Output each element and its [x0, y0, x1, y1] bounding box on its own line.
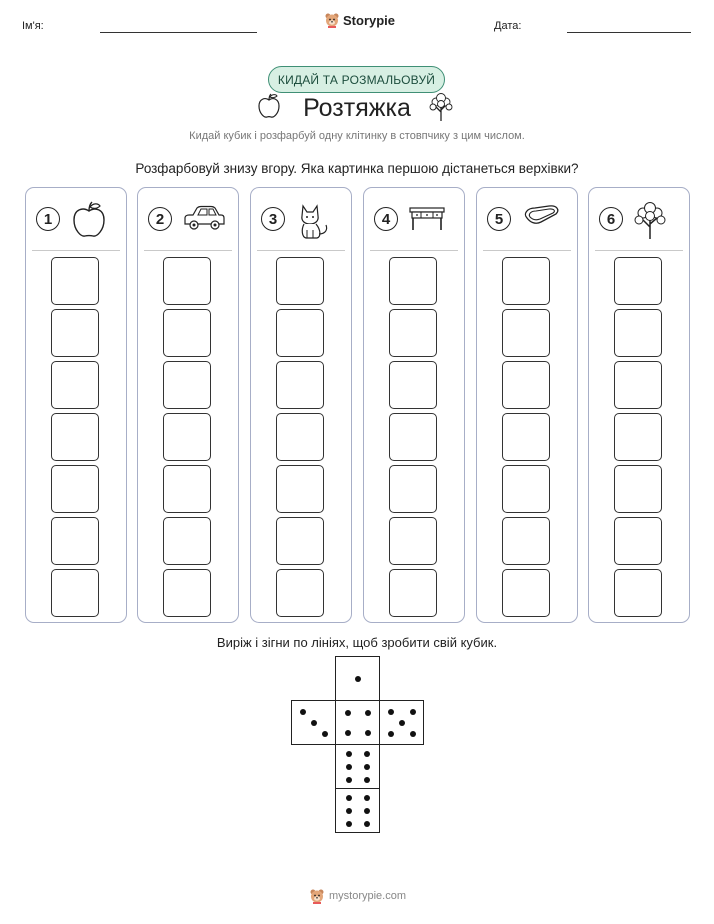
- die-pip: [364, 764, 370, 770]
- color-cell[interactable]: [389, 361, 437, 409]
- color-cell[interactable]: [276, 413, 324, 461]
- column-divider: [595, 250, 683, 251]
- tree-icon: [633, 200, 667, 245]
- color-cell[interactable]: [276, 465, 324, 513]
- tree-icon: [428, 92, 454, 122]
- color-cell[interactable]: [163, 309, 211, 357]
- bear-logo-icon: [309, 888, 325, 904]
- die-face-4: [335, 700, 380, 745]
- color-cell[interactable]: [389, 465, 437, 513]
- column-number: 6: [599, 207, 623, 231]
- die-face-3: [291, 700, 336, 745]
- color-cell[interactable]: [614, 569, 662, 617]
- color-cell[interactable]: [502, 309, 550, 357]
- color-cell[interactable]: [51, 361, 99, 409]
- color-cell[interactable]: [389, 569, 437, 617]
- column-number: 5: [487, 207, 511, 231]
- die-pip: [364, 795, 370, 801]
- column-number: 2: [148, 207, 172, 231]
- column-divider: [370, 250, 458, 251]
- color-cell[interactable]: [389, 309, 437, 357]
- cat-icon: [295, 200, 331, 245]
- date-label: Дата:: [494, 20, 522, 32]
- die-pip: [364, 777, 370, 783]
- color-cell[interactable]: [51, 517, 99, 565]
- column-1: [25, 187, 127, 623]
- column-5: [476, 187, 578, 623]
- die-pip: [410, 731, 416, 737]
- die-face-6: [335, 744, 380, 789]
- die-pip: [365, 730, 371, 736]
- column-number: 1: [36, 207, 60, 231]
- color-cell[interactable]: [163, 361, 211, 409]
- date-line[interactable]: [567, 32, 691, 33]
- die-face-6: [335, 788, 380, 833]
- color-cell[interactable]: [163, 465, 211, 513]
- color-cell[interactable]: [614, 361, 662, 409]
- color-cell[interactable]: [51, 413, 99, 461]
- name-line[interactable]: [100, 32, 257, 33]
- desk-icon: [408, 200, 446, 239]
- column-header: [26, 188, 126, 250]
- page-title: Розтяжка: [303, 94, 411, 122]
- color-cell[interactable]: [389, 413, 437, 461]
- color-cell[interactable]: [163, 257, 211, 305]
- die-pip: [346, 751, 352, 757]
- die-pip: [345, 730, 351, 736]
- die-pip: [399, 720, 405, 726]
- cut-instruction: Виріж і зігни по лініях, щоб зробити свій кубик.: [216, 635, 498, 650]
- column-header: [589, 188, 689, 250]
- color-cell[interactable]: [502, 257, 550, 305]
- color-cell[interactable]: [389, 517, 437, 565]
- rubber-band-icon: [521, 200, 561, 233]
- brand-logo: [324, 12, 395, 28]
- footer-url: mystorypie.com: [329, 890, 407, 902]
- color-cell[interactable]: [614, 465, 662, 513]
- die-pip: [311, 720, 317, 726]
- color-cell[interactable]: [502, 465, 550, 513]
- die-pip: [364, 821, 370, 827]
- color-cell[interactable]: [502, 361, 550, 409]
- color-cell[interactable]: [51, 309, 99, 357]
- color-cell[interactable]: [389, 257, 437, 305]
- color-cell[interactable]: [163, 569, 211, 617]
- color-cell[interactable]: [163, 517, 211, 565]
- color-cell[interactable]: [614, 517, 662, 565]
- subtitle: Кидай кубик і розфарбуй одну клітинку в стовпчику з цим числом.: [189, 130, 525, 142]
- die-pip: [346, 795, 352, 801]
- color-cell[interactable]: [502, 569, 550, 617]
- instruction: Розфарбовуй знизу вгору. Яка картинка першою дістанеться верхівки?: [135, 161, 579, 176]
- name-label: Ім'я:: [22, 20, 44, 32]
- column-3: [250, 187, 352, 623]
- die-face-1: [335, 656, 380, 701]
- color-cell[interactable]: [614, 309, 662, 357]
- color-cell[interactable]: [51, 569, 99, 617]
- column-2: [137, 187, 239, 623]
- column-number: 3: [261, 207, 285, 231]
- die-pip: [346, 808, 352, 814]
- die-pip: [322, 731, 328, 737]
- die-pip: [346, 764, 352, 770]
- die-pip: [388, 709, 394, 715]
- die-pip: [364, 751, 370, 757]
- column-6: [588, 187, 690, 623]
- color-cell[interactable]: [276, 569, 324, 617]
- column-header: [251, 188, 351, 250]
- column-header: [138, 188, 238, 250]
- color-cell[interactable]: [614, 413, 662, 461]
- column-header: [477, 188, 577, 250]
- brand-name: Storypie: [343, 12, 396, 28]
- color-cell[interactable]: [614, 257, 662, 305]
- column-divider: [483, 250, 571, 251]
- color-cell[interactable]: [276, 361, 324, 409]
- die-pip: [300, 709, 306, 715]
- column-header: [364, 188, 464, 250]
- die-face-5: [379, 700, 424, 745]
- color-cell[interactable]: [163, 413, 211, 461]
- die-pip: [364, 808, 370, 814]
- die-pip: [346, 777, 352, 783]
- car-icon: [182, 200, 226, 241]
- footer: [309, 888, 406, 904]
- die-pip: [365, 710, 371, 716]
- color-cell[interactable]: [502, 413, 550, 461]
- apple-icon: [70, 200, 108, 245]
- activity-badge: КИДАЙ ТА РОЗМАЛЬОВУЙ: [268, 66, 445, 93]
- color-cell[interactable]: [502, 517, 550, 565]
- bear-logo-icon: [324, 12, 340, 28]
- title-row: [0, 92, 714, 126]
- color-cell[interactable]: [276, 257, 324, 305]
- color-cell[interactable]: [276, 309, 324, 357]
- color-cell[interactable]: [51, 465, 99, 513]
- column-divider: [257, 250, 345, 251]
- color-cell[interactable]: [276, 517, 324, 565]
- die-pip: [346, 821, 352, 827]
- die-pip: [388, 731, 394, 737]
- die-pip: [410, 709, 416, 715]
- column-number: 4: [374, 207, 398, 231]
- column-4: [363, 187, 465, 623]
- die-pip: [345, 710, 351, 716]
- column-divider: [32, 250, 120, 251]
- die-pip: [355, 676, 361, 682]
- column-divider: [144, 250, 232, 251]
- color-cell[interactable]: [51, 257, 99, 305]
